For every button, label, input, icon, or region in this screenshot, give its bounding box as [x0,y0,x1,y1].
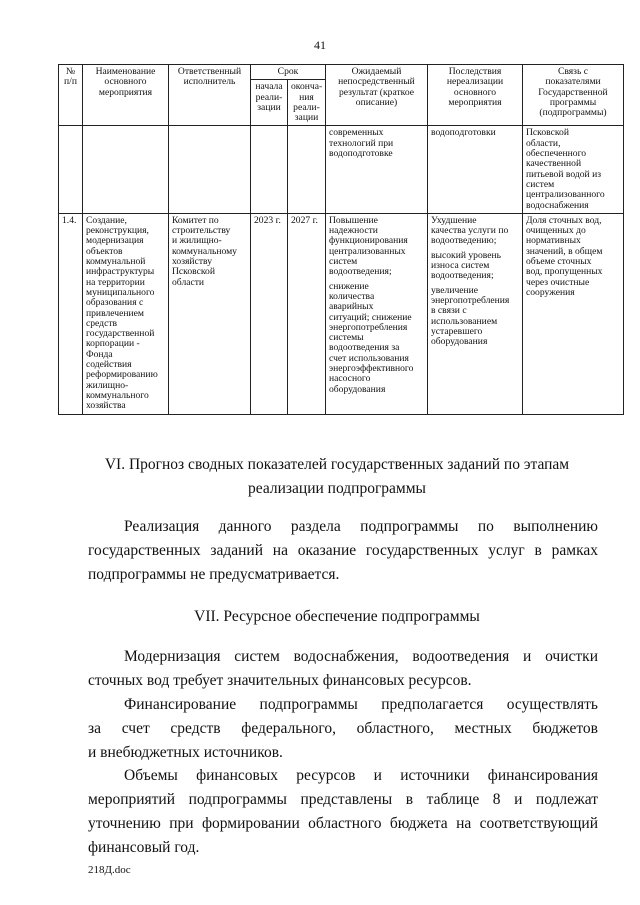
text-line: объектов [86,245,123,257]
text-line: современных [329,127,384,139]
cell-start: 2023 г. [251,213,288,414]
table-row-continuation [59,126,624,213]
text-line: количества [329,290,375,302]
text-line: надежности [329,225,378,237]
result-part-a [329,216,424,278]
text-line: Ответственный [177,66,242,77]
consequence-part-c [431,286,519,348]
section-7-paragraph-2: Финансирование подпрограммы предполагается осуществлять за счет средств федерального, областного, местных бюджетов и внебюджетных источников. [88,696,598,761]
text-line: вод, пропущенных [526,266,603,278]
text-line: питьевой водой из [526,168,602,180]
text-line: (подпрограммы) [539,107,607,119]
text-line: оконча- [291,81,323,93]
cell-consequence [428,126,523,213]
text-line: через очистные [526,276,590,288]
consequence-part-a [431,216,519,247]
text-line: водоотведения за [329,342,400,354]
text-line: государственной [86,328,155,340]
result-part-b [329,282,424,395]
text-line: жилищно- [86,379,129,391]
text-line: обеспеченного [526,148,587,160]
header-result [326,65,428,126]
cell-end: 2027 г. [288,213,326,414]
text-line: качественной [526,158,582,170]
text-line: основного [104,76,147,88]
text-line: на территории [86,276,145,288]
text-line: износа систем [431,260,490,272]
table-row-1-4 [59,213,624,414]
section-7-paragraph-3: Объемы финансовых ресурсов и источники финансирования мероприятий подпрограммы представлены в таблице 8 и подлежат уточнению при формировании областного бюджета на соответствующий финансовый год. [88,767,598,856]
text-line: энергоэффективного [329,363,414,375]
text-line: хозяйства [86,400,126,412]
cell-name [83,213,169,414]
text-line: водоподготовки [431,127,496,139]
text-line: реали- [293,101,320,113]
text-line: основного [453,86,497,98]
text-line: области, [526,137,561,149]
text-line: Повышение [329,214,378,226]
text-line: насосного [329,373,371,385]
section-7-paragraph-1: Модернизация систем водоснабжения, водоотведения и очистки сточных вод требует значительных финансовых ресурсов. [88,648,598,689]
text-line: системы [329,332,364,344]
text-line: качества услуги по [431,225,509,237]
header-executor [169,65,251,126]
file-name-footer: 218Д.doc [88,864,131,876]
text-line: исполнитель [183,76,236,88]
header-term: Срок [251,65,326,80]
text-line: муниципального [86,286,155,298]
text-line: коммунальной [86,256,146,268]
text-line: области [172,276,205,288]
cell-num: 1.4. [59,213,83,414]
text-line: начала [255,81,283,93]
header-num [59,65,83,126]
text-line: мероприятия [448,96,502,108]
text-line: корпорации - [86,338,140,350]
text-line: непосредственный [338,76,415,88]
cell-result [326,213,428,414]
text-line: объеме сточных [526,256,592,268]
text-line: водоснабжения [526,199,589,211]
cell-link [523,126,624,213]
text-line: систем [329,256,358,268]
measures-table [58,64,624,415]
cell-consequence [428,213,523,414]
text-line: централизованных [329,245,406,257]
text-line: хозяйству [172,256,213,268]
text-line: реали- [255,91,283,103]
text-line: реформированию [86,369,158,381]
text-line: технологий при [329,137,394,149]
text-line: модернизация [86,235,144,247]
text-line: и жилищно- [172,235,222,247]
text-line: водоотведения; [431,270,494,282]
text-line: содействия [86,359,132,371]
text-line: средств [86,317,118,329]
text-line: мероприятия [98,86,153,98]
section-6-heading: VI. Прогноз сводных показателей государственных заданий по этапам реализации подпрограммы [104,456,570,497]
text-line: коммунальному [172,245,237,257]
page-number: 41 [314,38,326,52]
text-line: инфраструктуры [86,266,155,278]
consequence-part-b [431,251,519,282]
text-line: коммунального [86,389,149,401]
text-line: водоотведения; [329,266,392,278]
text-line: показателями [545,76,601,88]
text-line: привлечением [86,307,144,319]
text-line: Фонда [86,348,113,360]
text-line: нормативных [526,235,581,247]
text-line: п/п [64,76,77,88]
text-line: аварийных [329,301,374,313]
text-line: ситуаций; снижение [329,311,412,323]
text-line: Наименование [95,66,156,77]
text-line: высокий уровень [431,249,501,261]
text-line: Ожидаемый [351,66,402,77]
cell-result [326,126,428,213]
text-line: очищенных до [526,225,586,237]
text-line: результат (краткое [338,86,415,98]
text-line: Псковской [172,266,215,278]
text-line: Доля сточных вод, [526,214,602,226]
text-line: Последствия [448,66,502,77]
text-line: описание) [355,96,398,108]
text-line: использованием [431,315,498,327]
header-link [523,65,624,126]
text-line: энергопотребления [329,321,408,333]
text-line: программы [549,96,597,108]
text-line: водоотведению; [431,235,497,247]
text-line: зации [257,101,281,113]
text-line: устаревшего [431,325,483,337]
text-line: сооружения [526,286,575,298]
text-line: увеличение [431,284,479,296]
text-line: в связи с [431,305,467,317]
text-line: образования с [86,297,144,309]
section-7-heading: VII. Ресурсное обеспечение подпрограммы [194,608,480,625]
section-6-paragraph: Реализация данного раздела подпрограммы по выполнению государственных заданий на оказание государственных услуг в рамках подпрограммы не предусматривается. [88,518,598,583]
text-line: Ухудшение [431,214,477,226]
text-line: нереализации [446,76,504,88]
text-line: Псковской [526,127,569,139]
text-line: функционирования [329,235,408,247]
text-line: ния [299,91,314,103]
header-term-end [288,80,326,126]
text-line: Государственной [538,86,608,98]
header-term-start [251,80,288,126]
text-line: Комитет по [172,214,219,226]
text-line: № [65,66,76,77]
text-line: строительству [172,225,231,237]
text-line: систем [526,178,555,190]
text-line: реконструкция, [86,225,149,237]
text-line: счет использования [329,352,409,364]
text-line: снижение [329,280,369,292]
text-line: водоподготовке [329,148,393,160]
text-line: Связь с [557,66,589,77]
text-line: энергопотребления [431,294,510,306]
text-line: значений, в общем [526,245,603,257]
text-line: оборудования [329,383,386,395]
header-consequence [428,65,523,126]
cell-executor [169,213,251,414]
text-line: централизованного [526,189,605,201]
cell-link [523,213,624,414]
text-line: оборудования [431,336,488,348]
text-line: Создание, [86,214,127,226]
text-line: зации [294,112,319,124]
header-name [83,65,169,126]
